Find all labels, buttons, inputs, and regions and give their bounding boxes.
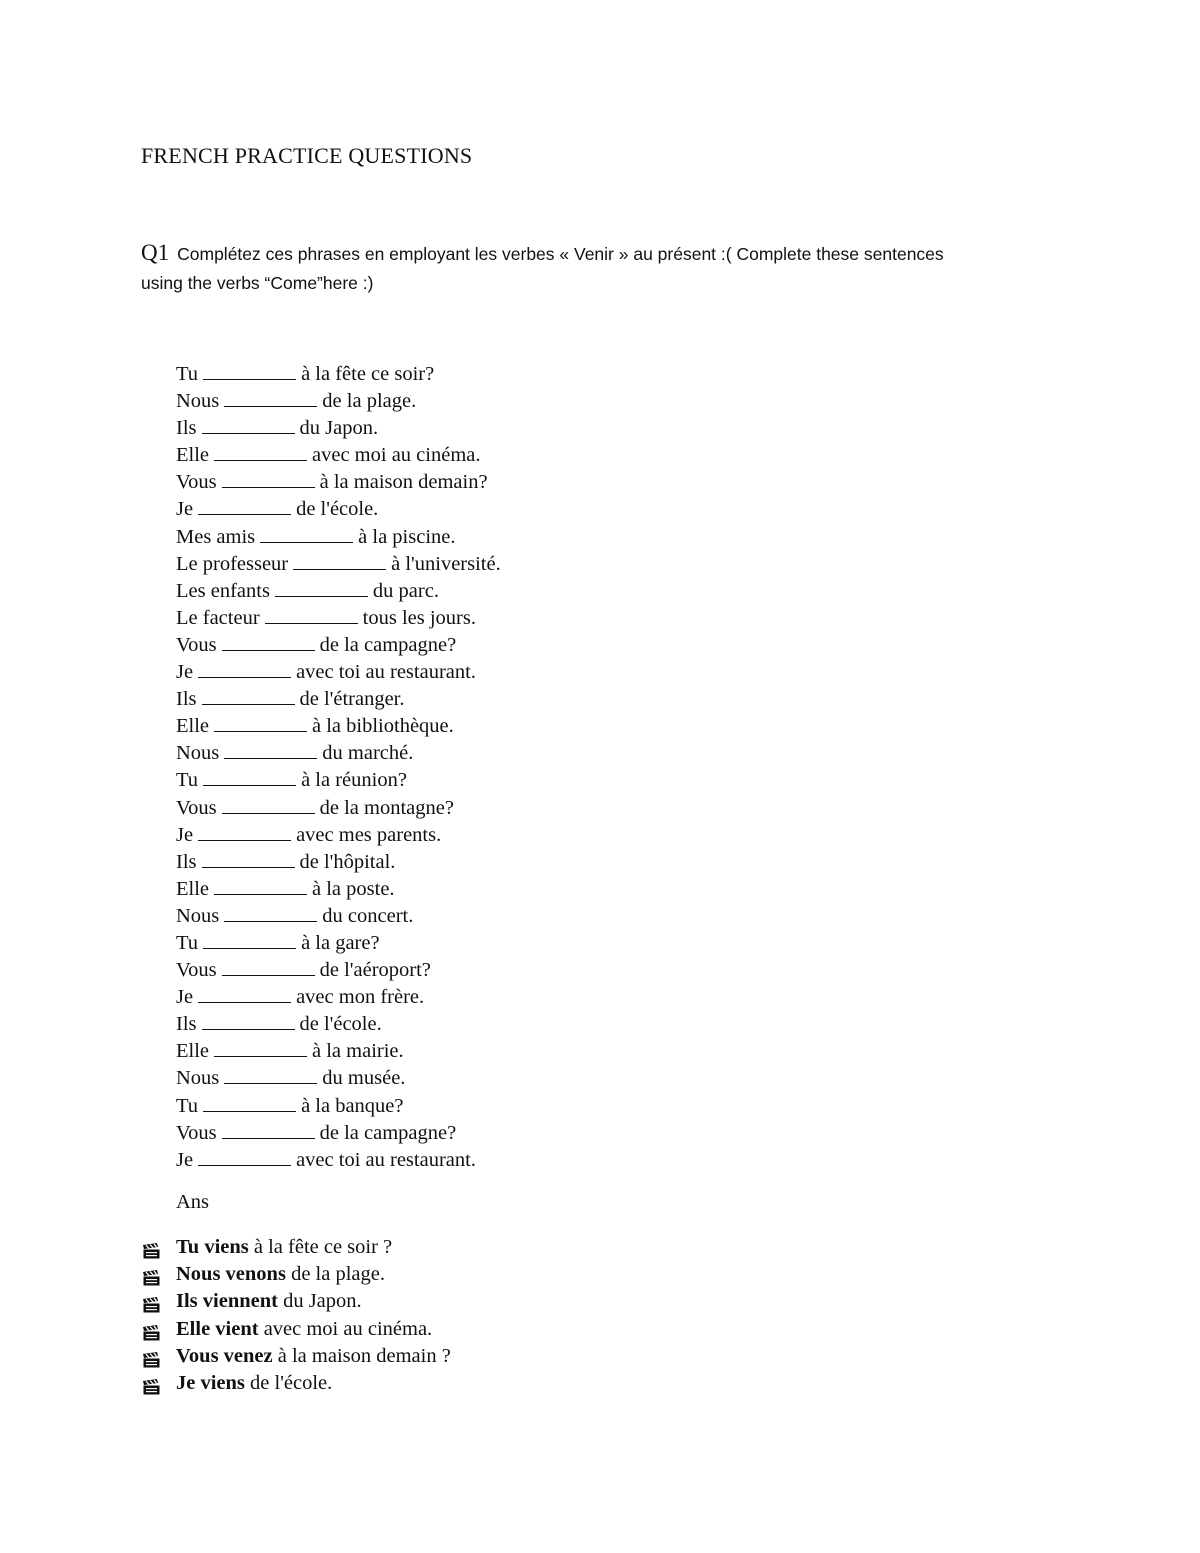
fill-in-blank <box>198 986 291 1003</box>
fill-in-blank <box>214 878 307 895</box>
sentence-subject: Ils <box>176 850 197 873</box>
clapperboard-icon <box>142 1294 162 1310</box>
exercise-sentence <box>176 551 501 578</box>
fill-in-blank <box>224 1067 317 1084</box>
answer-item <box>141 1343 451 1370</box>
sentence-subject: Je <box>176 1148 194 1171</box>
answers-label: Ans <box>176 1191 210 1213</box>
sentence-rest: de l'hôpital. <box>299 850 396 873</box>
exercise-sentence <box>176 659 501 686</box>
fill-in-blank <box>222 1122 315 1139</box>
exercise-sentence <box>176 930 501 957</box>
sentence-subject: Vous <box>176 471 217 494</box>
exercise-sentence <box>176 984 501 1011</box>
sentence-rest: de l'école. <box>299 1013 382 1036</box>
page-title: FRENCH PRACTICE QUESTIONS <box>141 143 473 168</box>
sentence-subject: Je <box>176 823 194 846</box>
sentence-subject: Le professeur <box>176 552 289 575</box>
fill-in-blank <box>203 1095 296 1112</box>
fill-in-blank <box>198 498 291 515</box>
question-line-2 <box>141 268 1061 298</box>
sentence-subject: Je <box>176 661 194 684</box>
exercise-sentence <box>176 632 501 659</box>
sentence-subject: Le facteur <box>176 606 260 629</box>
exercise-sentence <box>176 524 501 551</box>
sentence-rest: avec moi au cinéma. <box>312 444 481 467</box>
sentence-subject: Elle <box>176 715 210 738</box>
sentence-rest: avec mon frère. <box>296 986 425 1009</box>
exercise-sentence <box>176 469 501 496</box>
exercise-sentence <box>176 767 501 794</box>
fill-in-blank <box>265 607 358 624</box>
fill-in-blank <box>222 471 315 488</box>
exercise-sentence <box>176 496 501 523</box>
exercise-sentence-list <box>176 361 501 1174</box>
fill-in-blank <box>224 390 317 407</box>
answer-verb-phrase: Je viens <box>176 1371 245 1394</box>
fill-in-blank <box>222 797 315 814</box>
sentence-rest: tous les jours. <box>362 606 476 629</box>
sentence-rest: du Japon. <box>299 417 379 440</box>
exercise-sentence <box>176 686 501 713</box>
sentence-rest: de la plage. <box>322 390 417 413</box>
exercise-sentence <box>176 1120 501 1147</box>
fill-in-blank <box>260 526 353 543</box>
fill-in-blank <box>293 553 386 570</box>
sentence-rest: à la poste. <box>312 877 395 900</box>
sentence-subject: Vous <box>176 633 217 656</box>
exercise-sentence <box>176 1065 501 1092</box>
exercise-sentence <box>176 578 501 605</box>
sentence-subject: Nous <box>176 390 220 413</box>
fill-in-blank <box>203 363 296 380</box>
fill-in-blank <box>214 444 307 461</box>
exercise-sentence <box>176 740 501 767</box>
clapperboard-icon <box>142 1322 162 1338</box>
exercise-sentence <box>176 822 501 849</box>
question-number: Q1 <box>141 240 170 265</box>
exercise-sentence <box>176 1038 501 1065</box>
sentence-rest: avec toi au restaurant. <box>296 661 476 684</box>
answer-item <box>141 1316 451 1343</box>
answer-item <box>141 1234 451 1261</box>
question-text: Complétez ces phrases en employant les verbes « Venir » au présent :( Complete these sentences <box>177 244 944 264</box>
sentence-rest: du musée. <box>322 1067 406 1090</box>
fill-in-blank <box>214 1040 307 1057</box>
sentence-subject: Vous <box>176 796 217 819</box>
sentence-subject: Ils <box>176 688 197 711</box>
question-line-1 <box>141 238 1061 268</box>
sentence-rest: de la campagne? <box>319 633 457 656</box>
sentence-rest: à la fête ce soir? <box>301 363 435 385</box>
answer-verb-phrase: Tu viens <box>176 1236 249 1258</box>
answer-verb-phrase: Ils viennent <box>176 1290 278 1313</box>
fill-in-blank <box>202 1013 295 1030</box>
sentence-subject: Nous <box>176 1067 220 1090</box>
clapperboard-icon <box>142 1376 162 1392</box>
answer-rest: du Japon. <box>277 1290 362 1313</box>
answer-list <box>141 1234 451 1397</box>
answer-rest: à la maison demain ? <box>272 1344 451 1367</box>
sentence-subject: Vous <box>176 1121 217 1144</box>
sentence-rest: à la maison demain? <box>319 471 488 494</box>
clapperboard-icon <box>142 1267 162 1283</box>
exercise-sentence <box>176 795 501 822</box>
exercise-sentence <box>176 1093 501 1120</box>
question-instructions <box>141 238 1061 298</box>
exercise-sentence <box>176 415 501 442</box>
answer-verb-phrase: Vous venez <box>176 1344 273 1367</box>
sentence-subject: Je <box>176 986 194 1009</box>
exercise-sentence <box>176 388 501 415</box>
sentence-subject: Tu <box>176 1094 199 1117</box>
fill-in-blank <box>202 688 295 705</box>
fill-in-blank <box>198 824 291 841</box>
sentence-rest: à la mairie. <box>312 1040 404 1063</box>
answer-verb-phrase: Elle vient <box>176 1317 259 1340</box>
sentence-subject: Tu <box>176 769 199 792</box>
clapperboard-icon <box>142 1349 162 1365</box>
sentence-subject: Nous <box>176 742 220 765</box>
exercise-sentence <box>176 361 501 388</box>
fill-in-blank <box>214 715 307 732</box>
fill-in-blank <box>198 661 291 678</box>
sentence-rest: à la réunion? <box>301 769 407 792</box>
sentence-subject: Elle <box>176 444 210 467</box>
fill-in-blank <box>275 580 368 597</box>
answer-rest: de l'école. <box>244 1371 333 1394</box>
sentence-rest: de l'étranger. <box>299 688 405 711</box>
sentence-subject: Tu <box>176 931 199 954</box>
answer-rest: avec moi au cinéma. <box>258 1317 433 1340</box>
fill-in-blank <box>202 417 295 434</box>
sentence-subject: Ils <box>176 1013 197 1036</box>
exercise-sentence <box>176 442 501 469</box>
sentence-rest: à la bibliothèque. <box>312 715 454 738</box>
sentence-subject: Les enfants <box>176 579 270 602</box>
exercise-sentence <box>176 957 501 984</box>
sentence-rest: à la banque? <box>301 1094 404 1117</box>
sentence-rest: à la piscine. <box>358 525 456 548</box>
sentence-rest: de l'aéroport? <box>319 959 431 982</box>
answer-verb-phrase: Nous venons <box>176 1263 286 1286</box>
exercise-sentence <box>176 903 501 930</box>
answer-item <box>141 1370 451 1397</box>
sentence-rest: de l'école. <box>296 498 379 521</box>
sentence-rest: de la campagne? <box>319 1121 457 1144</box>
sentence-subject: Vous <box>176 959 217 982</box>
clapperboard-icon <box>142 1240 162 1256</box>
exercise-sentence <box>176 1147 501 1174</box>
fill-in-blank <box>222 959 315 976</box>
sentence-subject: Je <box>176 498 194 521</box>
sentence-rest: avec toi au restaurant. <box>296 1148 476 1171</box>
exercise-sentence <box>176 605 501 632</box>
answer-item <box>141 1288 451 1315</box>
exercise-sentence <box>176 1011 501 1038</box>
sentence-rest: du parc. <box>372 579 439 602</box>
sentence-subject: Elle <box>176 877 210 900</box>
sentence-rest: avec mes parents. <box>296 823 442 846</box>
question-text-continued: using the verbs “Come”here :) <box>141 273 374 293</box>
fill-in-blank <box>222 634 315 651</box>
sentence-rest: du concert. <box>322 904 414 927</box>
fill-in-blank <box>203 769 296 786</box>
fill-in-blank <box>198 1149 291 1166</box>
fill-in-blank <box>224 742 317 759</box>
answer-rest: à la fête ce soir ? <box>248 1236 393 1258</box>
sentence-rest: de la montagne? <box>319 796 454 819</box>
sentence-subject: Elle <box>176 1040 210 1063</box>
answer-item <box>141 1261 451 1288</box>
sentence-rest: à la gare? <box>301 931 380 954</box>
sentence-subject: Ils <box>176 417 197 440</box>
answer-rest: de la plage. <box>285 1263 385 1286</box>
exercise-sentence <box>176 876 501 903</box>
sentence-rest: à l'université. <box>391 552 501 575</box>
fill-in-blank <box>202 851 295 868</box>
sentence-rest: du marché. <box>322 742 414 765</box>
sentence-subject: Tu <box>176 363 199 385</box>
fill-in-blank <box>203 932 296 949</box>
exercise-sentence <box>176 713 501 740</box>
sentence-subject: Nous <box>176 904 220 927</box>
exercise-sentence <box>176 849 501 876</box>
sentence-subject: Mes amis <box>176 525 256 548</box>
fill-in-blank <box>224 905 317 922</box>
